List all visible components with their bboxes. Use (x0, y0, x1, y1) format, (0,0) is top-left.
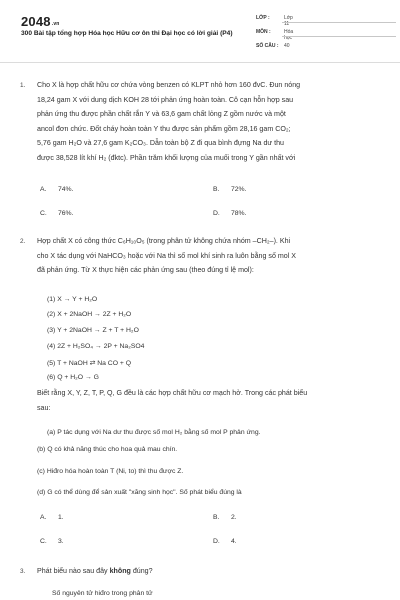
option-text: 2. (231, 514, 237, 521)
page-header (0, 0, 400, 62)
option-c[interactable] (40, 538, 64, 545)
question-line: cho X tác dụng với NaHCO₃ hoặc với Na thì số mol khí sinh ra luôn bằng số mol X (37, 251, 297, 260)
question-line: được 38,528 lít khí H₂ (đktc). Phần trăm khối lượng của muối trong Y gần nhất với (37, 153, 296, 162)
option-text: 3. (58, 538, 64, 545)
option-letter: C. (40, 210, 47, 217)
question-line: sau: (37, 403, 51, 412)
statement-d: (d) G có thể dùng để sản xuất "xăng sinh học". Số phát biểu đúng là (37, 489, 242, 496)
option-b[interactable] (213, 514, 237, 521)
question-line: Phát biểu nào sau đây không đúng? (37, 567, 153, 575)
option-letter: B. (213, 514, 220, 521)
question-text (37, 78, 372, 166)
reaction-2: (2) X + 2NaOH → 2Z + H₂O (47, 311, 132, 318)
question-text (37, 564, 372, 579)
option-partial: Số nguyên tử hiđro trong phân tử (52, 590, 153, 597)
option-text: 4. (231, 538, 237, 545)
lop-value: Lớp 11 (284, 15, 293, 27)
question-line: phản ứng thu được phần chất rắn Y và 63,6 gam chất lỏng Z gồm nước và một (37, 110, 286, 119)
question-line: Cho X là hợp chất hữu cơ chứa vòng benzen có KLPT nhỏ hơn 160 đvC. Đun nóng (37, 81, 301, 89)
option-a[interactable] (40, 186, 74, 193)
logo-text: 2048 (21, 14, 51, 29)
document-title: 300 Bài tập tổng hợp Hóa học Hữu cơ ôn thi Đại học có lời giải (P4) (21, 30, 233, 37)
lop-label: LỚP : (256, 15, 270, 21)
question-line: 18,24 gam X với dung dịch KOH 28 tới phản ứng hoàn toàn. Cô cạn hỗn hợp sau (37, 95, 294, 104)
statement-a: (a) P tác dụng với Na dư thu được số mol H₂ bằng số mol P phản ứng. (47, 429, 261, 436)
question-line: 5,76 gam H₂O và 27,6 gam K₂CO₃. Dẫn toàn bộ Z đi qua bình đựng Na dư thu (37, 139, 285, 148)
option-text: 74%. (58, 186, 74, 193)
option-letter: D. (213, 538, 220, 545)
socau-value: 40 (284, 43, 290, 49)
header-separator (0, 62, 400, 63)
meta-divider (282, 22, 396, 23)
option-b[interactable] (213, 186, 247, 193)
question-number: 2. (20, 238, 26, 245)
option-d[interactable] (213, 210, 247, 217)
question-line: Biết rằng X, Y, Z, T, P, Q, G đều là các hợp chất hữu cơ mạch hở. Trong các phát biểu (37, 389, 308, 397)
site-logo[interactable] (21, 14, 60, 29)
option-c[interactable] (40, 210, 74, 217)
option-text: 72%. (231, 186, 247, 193)
question-text (37, 234, 372, 278)
option-letter: D. (213, 210, 220, 217)
option-letter: B. (213, 186, 220, 193)
question-number: 1. (20, 82, 26, 89)
option-d[interactable] (213, 538, 237, 545)
option-a[interactable] (40, 514, 64, 521)
reaction-3: (3) Y + 2NaOH → Z + T + H₂O (47, 327, 139, 334)
mon-value: Hóa học (284, 29, 294, 41)
option-text: 1. (58, 514, 64, 521)
reaction-1: (1) X → Y + H₂O (47, 296, 98, 303)
option-letter: A. (40, 186, 47, 193)
logo-suffix: .vn (51, 21, 60, 27)
mon-label: MÔN : (256, 29, 271, 35)
option-letter: C. (40, 538, 47, 545)
question-line: ancol đơn chức. Đốt cháy hoàn toàn Y thu được sản phẩm gồm 28,16 gam CO₂; (37, 124, 291, 133)
meta-divider (282, 36, 396, 37)
reaction-5: (5) T + NaOH ⇄ Na CO + Q (47, 360, 132, 367)
reaction-6: (6) Q + H₂O → G (47, 374, 99, 381)
statement-c: (c) Hiđro hóa hoàn toàn T (Ni, to) thì thu được Z. (37, 468, 184, 475)
option-text: 76%. (58, 210, 74, 217)
statement-b: (b) Q có khả năng thúc cho hoa quả mau chín. (37, 446, 178, 453)
socau-label: SỐ CÂU : (256, 43, 279, 49)
question-text-after (37, 386, 372, 415)
option-letter: A. (40, 514, 47, 521)
reaction-4: (4) 2Z + H₂SO₄ → 2P + Na₂SO4 (47, 343, 145, 350)
option-text: 78%. (231, 210, 247, 217)
question-number: 3. (20, 568, 26, 575)
emphasis-word: không (109, 567, 131, 575)
question-line: đã phản ứng. Từ X thực hiện các phản ứng sau (theo đúng tỉ lệ mol): (37, 266, 254, 275)
question-line: Hợp chất X có công thức C₆H₁₀O₅ (trong phân tử không chứa nhóm –CH₂–). Khi (37, 237, 291, 245)
